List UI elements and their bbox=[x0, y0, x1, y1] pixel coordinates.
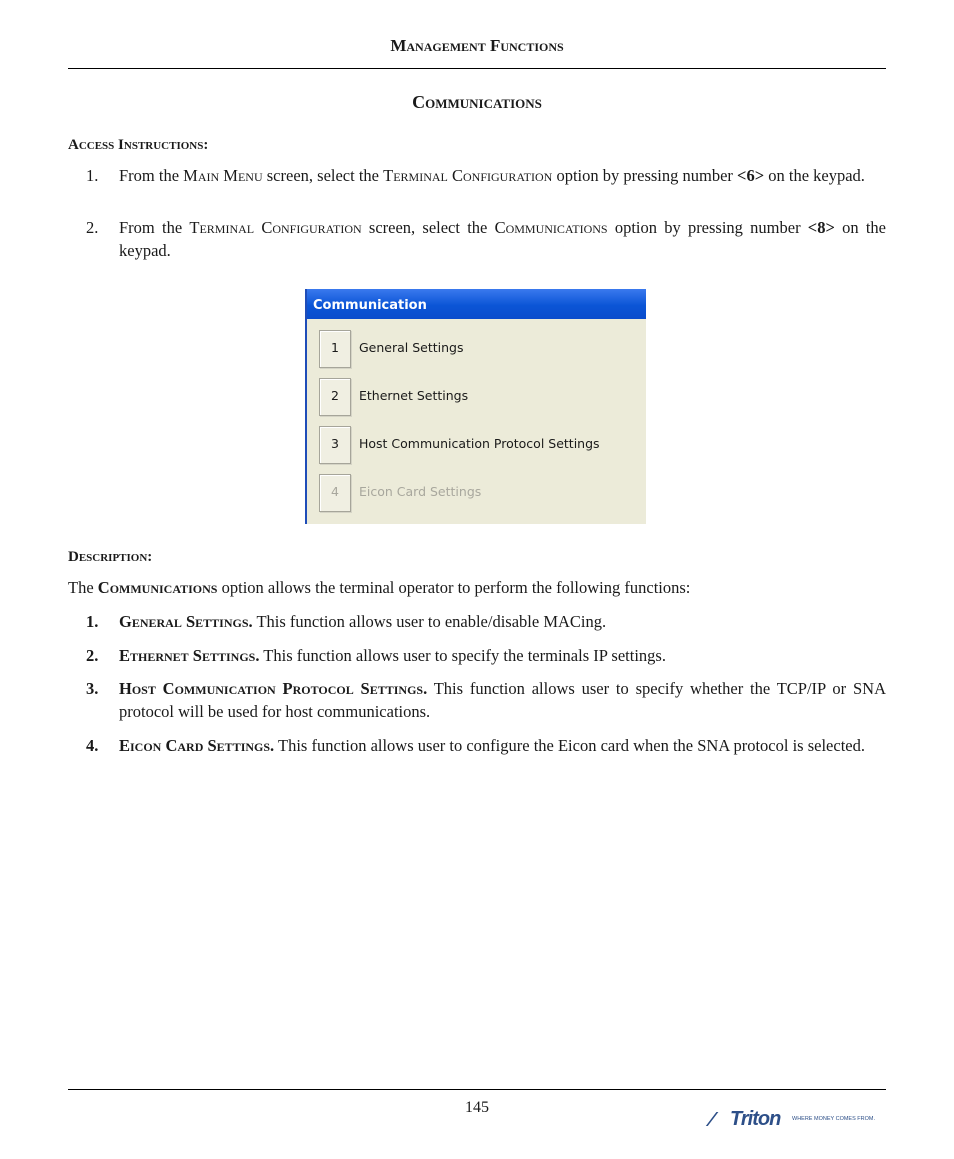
function-item-1: 1. General Settings. This function allows user to enable/disable MACing. bbox=[86, 612, 607, 631]
page-number: 145 bbox=[465, 1099, 489, 1116]
function-number: 2. bbox=[86, 646, 99, 665]
function-item-4: 4. Eicon Card Settings. This function allows user to configure the Eicon card when the SNA protocol is selected. bbox=[86, 736, 865, 755]
step-number: 1. bbox=[86, 166, 99, 185]
section-title: Communications bbox=[412, 92, 542, 112]
running-header: Management Functions bbox=[390, 36, 564, 55]
function-item-3: 3. Host Communication Protocol Settings. This function allows user to specify whether the TCP/IP or SNA protocol will be used for host communications. bbox=[86, 679, 886, 721]
menu-key-button[interactable]: 1 bbox=[319, 330, 351, 368]
menu-item-label: Host Communication Protocol Settings bbox=[359, 436, 600, 451]
access-step-2: 2. From the Terminal Configuration screen, select the Communications option by pressing number <8> on the keypad. bbox=[86, 218, 886, 260]
function-number: 4. bbox=[86, 736, 99, 755]
triton-logo-icon: ⁄ bbox=[710, 1109, 713, 1131]
menu-key-button[interactable]: 2 bbox=[319, 378, 351, 416]
function-number: 1. bbox=[86, 612, 99, 631]
function-number: 3. bbox=[86, 679, 99, 698]
menu-key-button-disabled: 4 bbox=[319, 474, 351, 512]
communication-screenshot bbox=[305, 289, 646, 524]
description-intro: The Communications option allows the terminal operator to perform the following functions: bbox=[68, 578, 691, 597]
menu-key-button[interactable]: 3 bbox=[319, 426, 351, 464]
header-rule bbox=[68, 68, 886, 69]
access-instructions-heading: Access Instructions: bbox=[68, 137, 209, 153]
menu-item-label: General Settings bbox=[359, 340, 464, 355]
window-title-bar: Communication bbox=[307, 289, 646, 319]
footer-rule bbox=[68, 1089, 886, 1090]
menu-item-label: Ethernet Settings bbox=[359, 388, 469, 403]
function-item-2: 2. Ethernet Settings. This function allows user to specify the terminals IP settings. bbox=[86, 646, 666, 665]
logo-text: Triton bbox=[730, 1108, 781, 1130]
description-heading: Description: bbox=[68, 549, 153, 565]
menu-item-label: Eicon Card Settings bbox=[359, 484, 482, 499]
access-step-1: 1. From the Main Menu screen, select the Terminal Configuration option by pressing number <6> on the keypad. bbox=[86, 166, 865, 185]
logo-tagline: WHERE MONEY COMES FROM. bbox=[792, 1116, 876, 1122]
triton-logo bbox=[710, 1108, 880, 1132]
step-number: 2. bbox=[86, 218, 99, 237]
